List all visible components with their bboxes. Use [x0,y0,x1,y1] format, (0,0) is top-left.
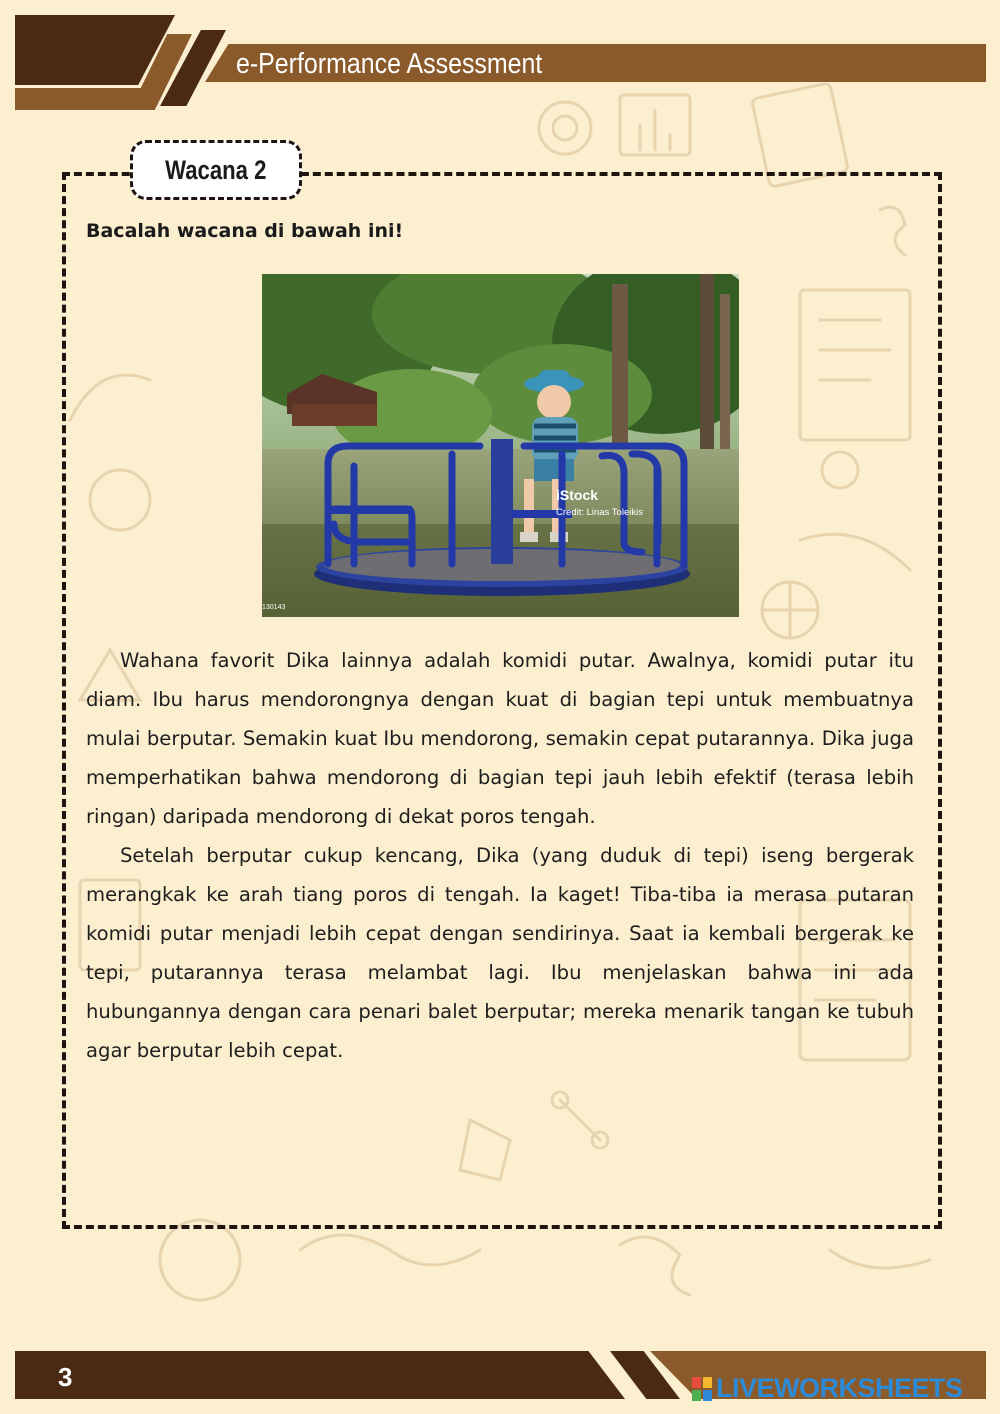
footer-brand[interactable]: LIVEWORKSHEETS [716,1373,963,1403]
header-title: e-Performance Assessment [236,48,543,80]
reading-passage [86,641,914,1070]
footer-bar [15,1351,625,1399]
section-tab-label [130,140,302,200]
photo-watermark: iStock [556,487,599,503]
merry-go-round-photo [262,274,739,617]
instruction-text: Bacalah wacana di bawah ini! [86,220,404,242]
page-number: 3 [58,1362,73,1392]
passage-paragraph-1: Wahana favorit Dika lainnya adalah komidi putar. Awalnya, komidi putar itu diam. Ibu harus mendorongnya dengan kuat di bagian tepi untuk membuatnya mulai berputar. Semakin kuat Ibu mendorong, semakin cepat putarannya. Dika juga memperhatikan bahwa mendorong di bagian tepi jauh lebih efektif (terasa lebih ringan) daripada mendorong di dekat poros tengah. [86,649,914,828]
liveworksheets-logo-icon [692,1377,712,1401]
photo-id: 130143 [262,604,286,611]
section-tab-text: Wacana 2 [165,155,267,185]
passage-paragraph-2: Setelah berputar cukup kencang, Dika (yang duduk di tepi) iseng bergerak merangkak ke arah tiang poros di tengah. Ia kaget! Tiba-tiba ia merasa putaran komidi putar menjadi lebih cepat dengan sendirinya. Saat ia kembali bergerak ke tepi, putarannya terasa melambat lagi. Ibu menjelaskan bahwa ini ada hubungannya dengan cara penari balet berputar; mereka menarik tangan ke tubuh agar berputar lebih cepat. [86,844,914,1062]
photo-credit: Credit: Linas Toleikis [556,507,643,518]
